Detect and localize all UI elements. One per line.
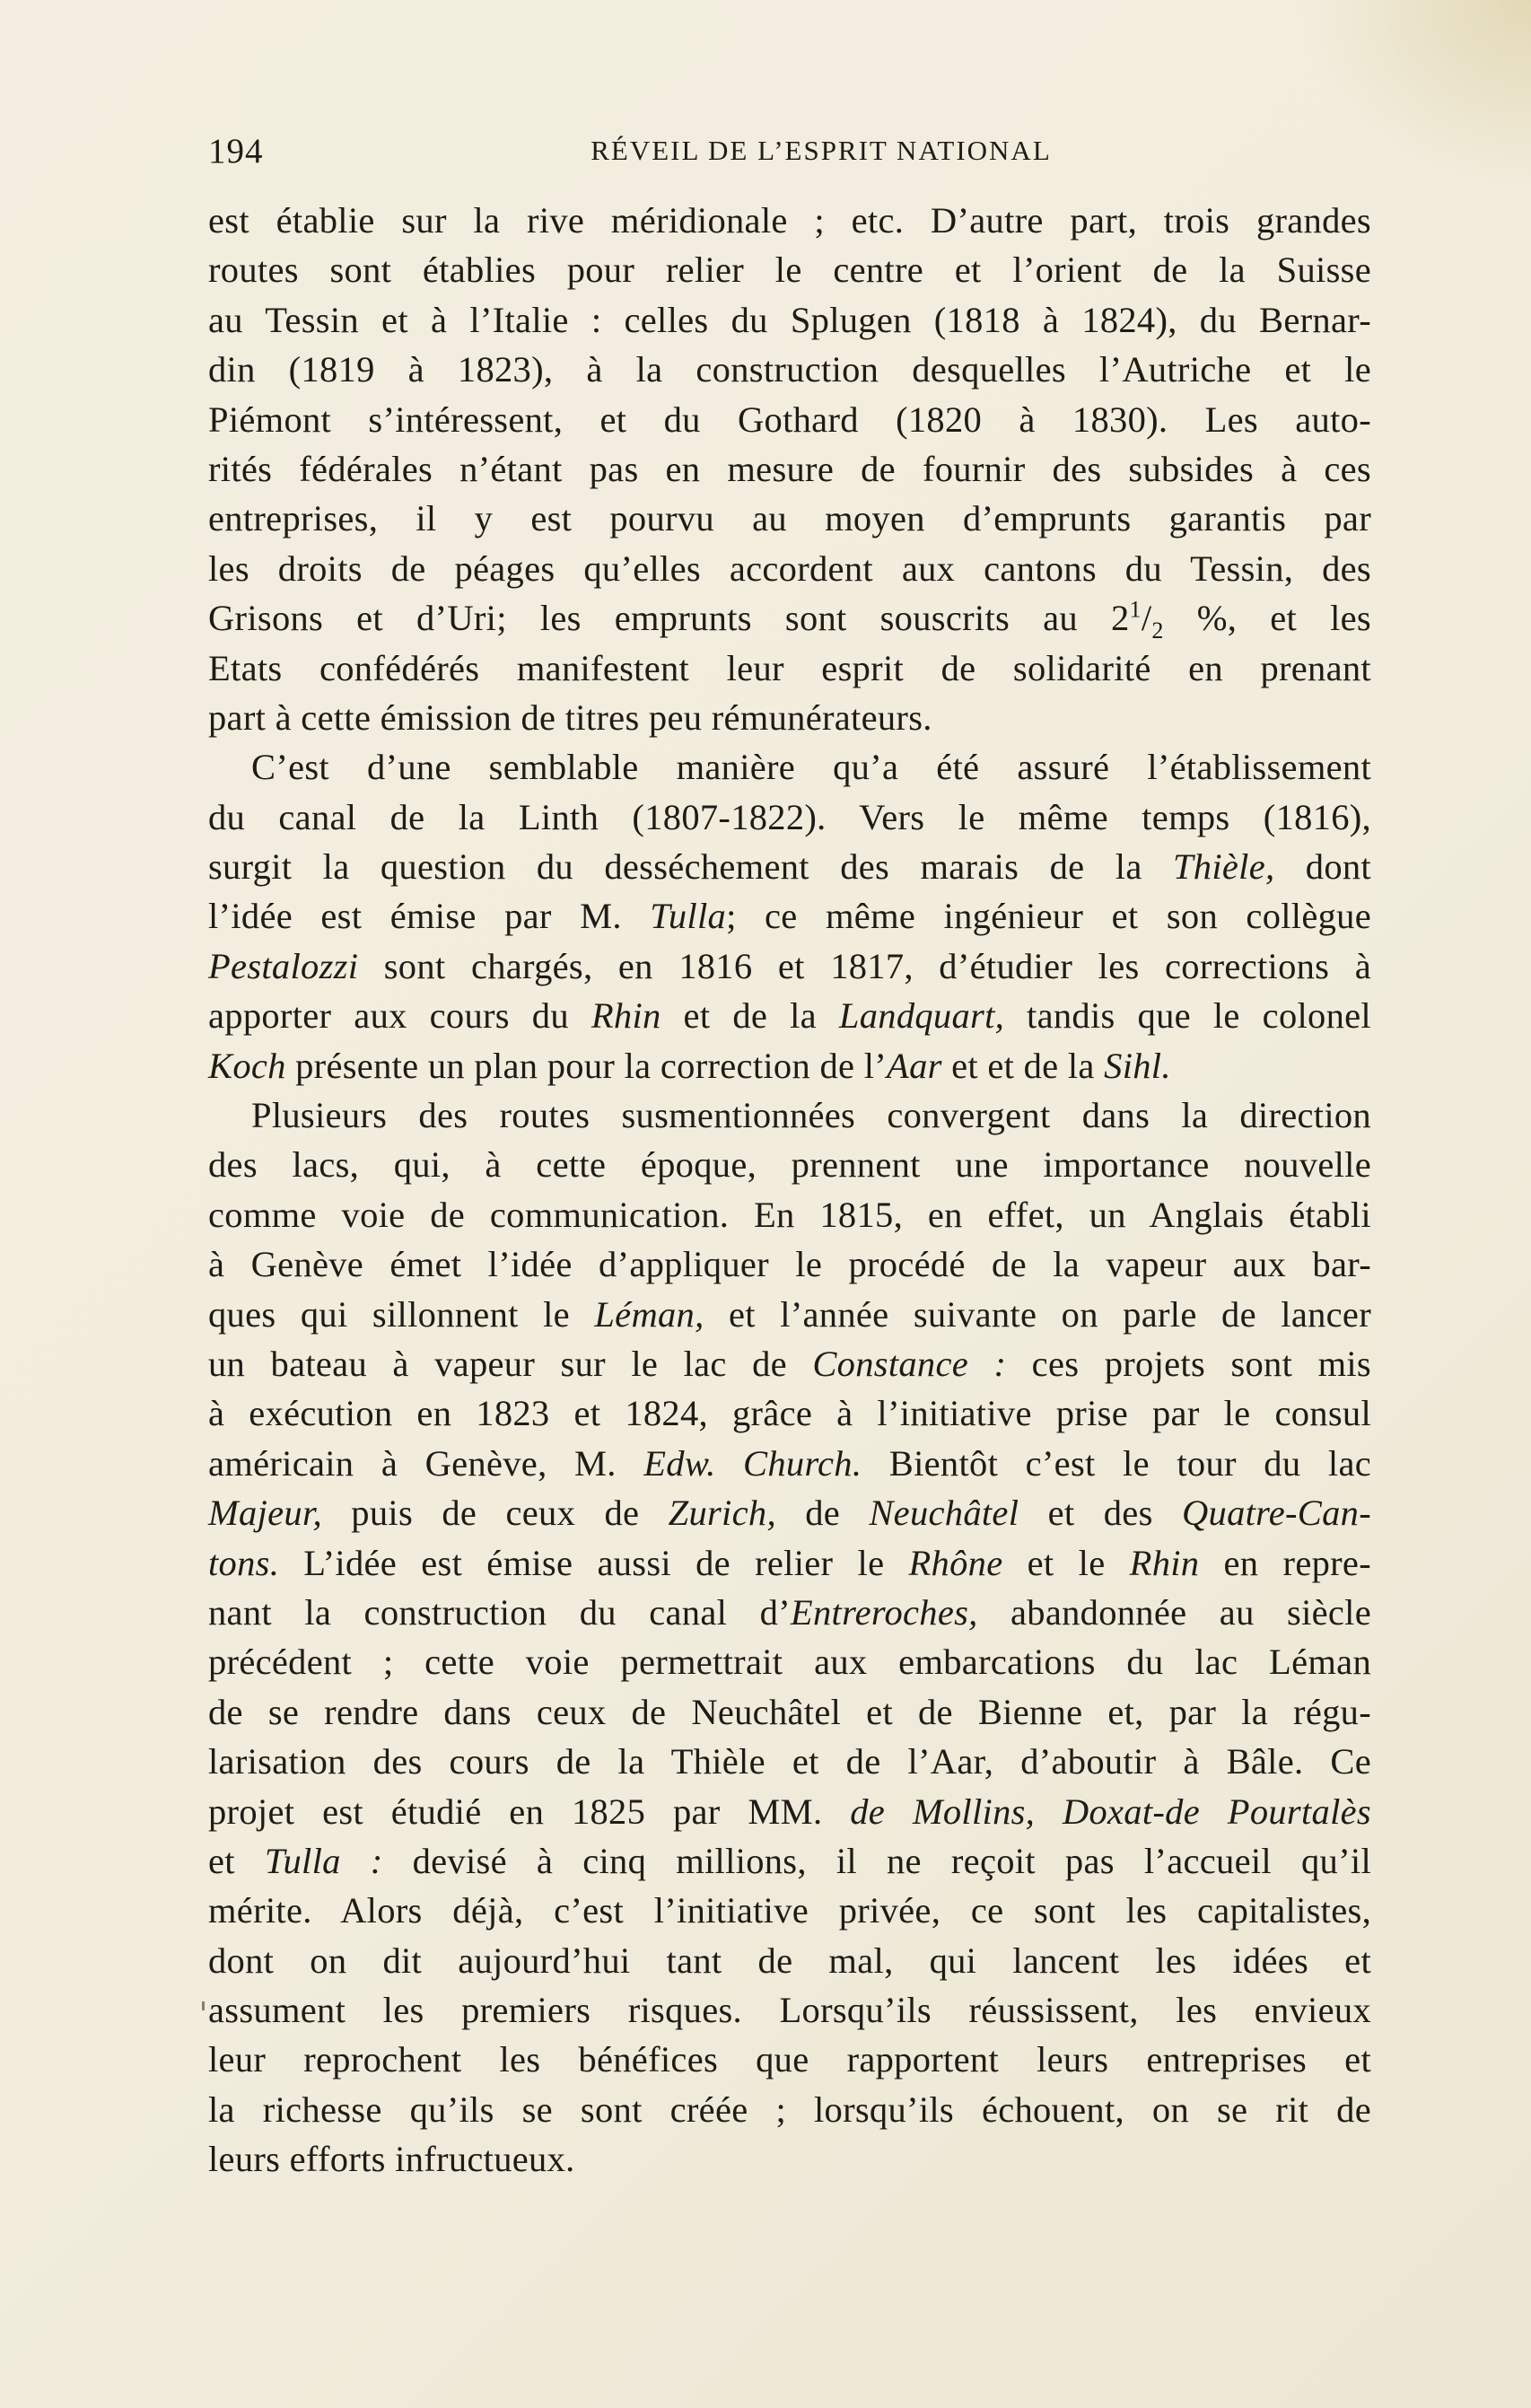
text-run: abandonnée au siècle	[977, 1591, 1372, 1633]
text-line: au Tessin et à l’Italie : celles du Splugen (1818 à 1824), du Bernar-	[208, 299, 1371, 340]
text-line: précédent ; cette voie permettrait aux embarcations du lac Léman	[208, 1642, 1371, 1683]
place-name: Neuchâtel	[869, 1493, 1019, 1534]
text-line	[208, 1588, 1371, 1637]
text-line	[208, 1787, 1371, 1836]
person-name: Tulla	[650, 896, 727, 937]
text-line	[208, 891, 1371, 941]
text-line: la richesse qu’ils se sont créée ; lorsqu’ils échouent, on se rit de	[208, 2088, 1371, 2130]
place-name: Rhin	[1129, 1542, 1200, 1583]
text-run: tandis que le colonel	[1004, 995, 1371, 1037]
place-name: Quatre-Can-	[1181, 1493, 1371, 1534]
text-line: leurs efforts infructueux.	[208, 2139, 575, 2180]
place-name: Entreroches,	[790, 1591, 978, 1633]
text-run: Bientôt c’est le tour du lac	[862, 1442, 1371, 1484]
text-line	[208, 1538, 1371, 1588]
body-text	[208, 196, 1371, 2185]
text-run: présente un plan pour la correction de l’	[285, 1045, 888, 1086]
text-run: ces projets sont mis	[1006, 1343, 1371, 1384]
text-line: à exécution en 1823 et 1824, grâce à l’initiative prise par le consul	[208, 1393, 1371, 1434]
place-name: Constance :	[812, 1343, 1007, 1384]
place-name: Aar	[887, 1045, 942, 1086]
text-run: un bateau à vapeur sur le lac de	[208, 1343, 813, 1384]
person-name: Edw. Church.	[643, 1442, 862, 1484]
text-run: et des	[1019, 1493, 1182, 1534]
percent-sign: %	[1196, 598, 1228, 639]
text-run: et	[208, 1840, 265, 1881]
text-line: de se rendre dans ceux de Neuchâtel et de Bienne et, par la régu-	[208, 1691, 1371, 1732]
text-line: à Genève émet l’idée d’appliquer le procédé de la vapeur aux bar-	[208, 1244, 1371, 1285]
running-head: RÉVEIL DE L’ESPRIT NATIONAL	[591, 135, 1052, 166]
text-line: rités fédérales n’étant pas en mesure de fournir des subsides à ces	[208, 448, 1371, 489]
text-run: sont chargés, en 1816 et 1817, d’étudier les corrections à	[358, 945, 1371, 986]
text-run: et l’année suivante on parle de lancer	[704, 1293, 1371, 1335]
text-run: puis de ceux de	[321, 1493, 669, 1534]
place-name: Sihl.	[1104, 1045, 1171, 1086]
text-run: ques qui sillonnent le	[208, 1293, 595, 1335]
place-name: Zurich,	[668, 1493, 776, 1534]
place-name: tons.	[208, 1542, 280, 1583]
ink-speck	[202, 2001, 205, 2010]
text-line	[208, 991, 1371, 1040]
text-line: des lacs, qui, à cette époque, prennent une importance nouvelle	[208, 1144, 1371, 1186]
text-run: nant la construction du canal d’	[208, 1591, 791, 1633]
text-run: devisé à cinq millions, il ne reçoit pas l’accueil qu’il	[382, 1840, 1371, 1881]
text-line: part à cette émission de titres peu rémunérateurs.	[208, 696, 932, 738]
place-name: Landquart,	[838, 995, 1005, 1037]
text-line: les droits de péages qu’elles accordent aux cantons du Tessin, des	[208, 547, 1371, 589]
text-run: et et de la	[941, 1045, 1105, 1086]
text-line: larisation des cours de la Thièle et de l’Aar, d’aboutir à Bâle. Ce	[208, 1741, 1371, 1782]
text-line: leur reprochent les bénéfices que rapportent leurs entreprises et	[208, 2039, 1371, 2080]
text-line	[208, 1041, 1371, 1090]
text-run: en repre-	[1199, 1542, 1371, 1583]
text-line	[208, 1836, 1371, 1886]
text-line: Grisons et d’Uri; les emprunts sont souscrits au $2^1/_2$ %, et les	[208, 596, 1371, 644]
text-line: entreprises, il y est pourvu au moyen d’emprunts garantis par	[208, 498, 1371, 539]
person-name: Koch	[208, 1045, 286, 1086]
text-run: américain à Genève, M.	[208, 1442, 644, 1484]
text-run: apporter aux cours du	[208, 995, 591, 1037]
text-line: assument les premiers risques. Lorsqu’ils réussissent, les envieux	[208, 1990, 1371, 2031]
text-line: mérite. Alors déjà, c’est l’initiative privée, ce sont les capitalistes,	[208, 1890, 1371, 1931]
fraction-numerator: 1	[1129, 596, 1142, 623]
text-run: de	[775, 1493, 870, 1534]
text-line: routes sont établies pour relier le centre et l’orient de la Suisse	[208, 250, 1371, 291]
text-run: et de la	[661, 995, 839, 1037]
text-line: C’est d’une semblable manière qu’a été assuré l’établissement	[251, 747, 1371, 788]
text-line	[208, 1290, 1371, 1339]
text-run: , et les	[1227, 598, 1371, 639]
place-name: Léman,	[594, 1293, 704, 1335]
text-line: est établie sur la rive méridionale ; etc. D’autre part, trois grandes	[208, 200, 1371, 241]
place-name: Majeur,	[208, 1493, 322, 1534]
place-name: Thièle,	[1172, 846, 1275, 888]
text-run: projet est étudié en 1825 par MM.	[208, 1791, 851, 1832]
page-header	[208, 131, 1371, 176]
text-line: Etats confédérés manifestent leur esprit de solidarité en prenant	[208, 647, 1371, 688]
person-name: Pestalozzi	[208, 945, 359, 986]
place-name: Rhône	[908, 1542, 1003, 1583]
person-name: de Mollins, Doxat-de Pourtalès	[850, 1791, 1371, 1832]
person-name: Tulla :	[264, 1840, 383, 1881]
text-line	[208, 1339, 1371, 1388]
text-run: et le	[1002, 1542, 1130, 1583]
text-run: l’idée est émise par M.	[208, 896, 651, 937]
text-line: dont on dit aujourd’hui tant de mal, qui lancent les idées et	[208, 1940, 1371, 1981]
page-number: 194	[208, 132, 264, 171]
text-line: din (1819 à 1823), à la construction desquelles l’Autriche et le	[208, 349, 1371, 390]
text-line: Piémont s’intéressent, et du Gothard (1820 à 1830). Les auto-	[208, 398, 1371, 440]
text-line	[208, 1439, 1371, 1488]
text-run: ; ce même ingénieur et son collègue	[726, 896, 1372, 937]
text-run: surgit la question du desséchement des marais de la	[208, 846, 1173, 888]
text-line: comme voie de communication. En 1815, en effet, un Anglais établi	[208, 1194, 1371, 1235]
text-line	[208, 941, 1371, 991]
text-line: du canal de la Linth (1807-1822). Vers le même temps (1816),	[208, 796, 1371, 837]
text-line	[208, 1488, 1371, 1537]
text-run: dont	[1274, 846, 1371, 888]
text-run: Grisons et d’Uri; les emprunts sont souscrits au 2	[208, 598, 1130, 639]
text-run: L’idée est émise aussi de relier le	[279, 1542, 909, 1583]
place-name: Rhin	[591, 995, 661, 1037]
text-line	[208, 842, 1371, 891]
text-line: Plusieurs des routes susmentionnées convergent dans la direction	[251, 1095, 1371, 1136]
fraction-denominator: 2	[1151, 617, 1164, 644]
